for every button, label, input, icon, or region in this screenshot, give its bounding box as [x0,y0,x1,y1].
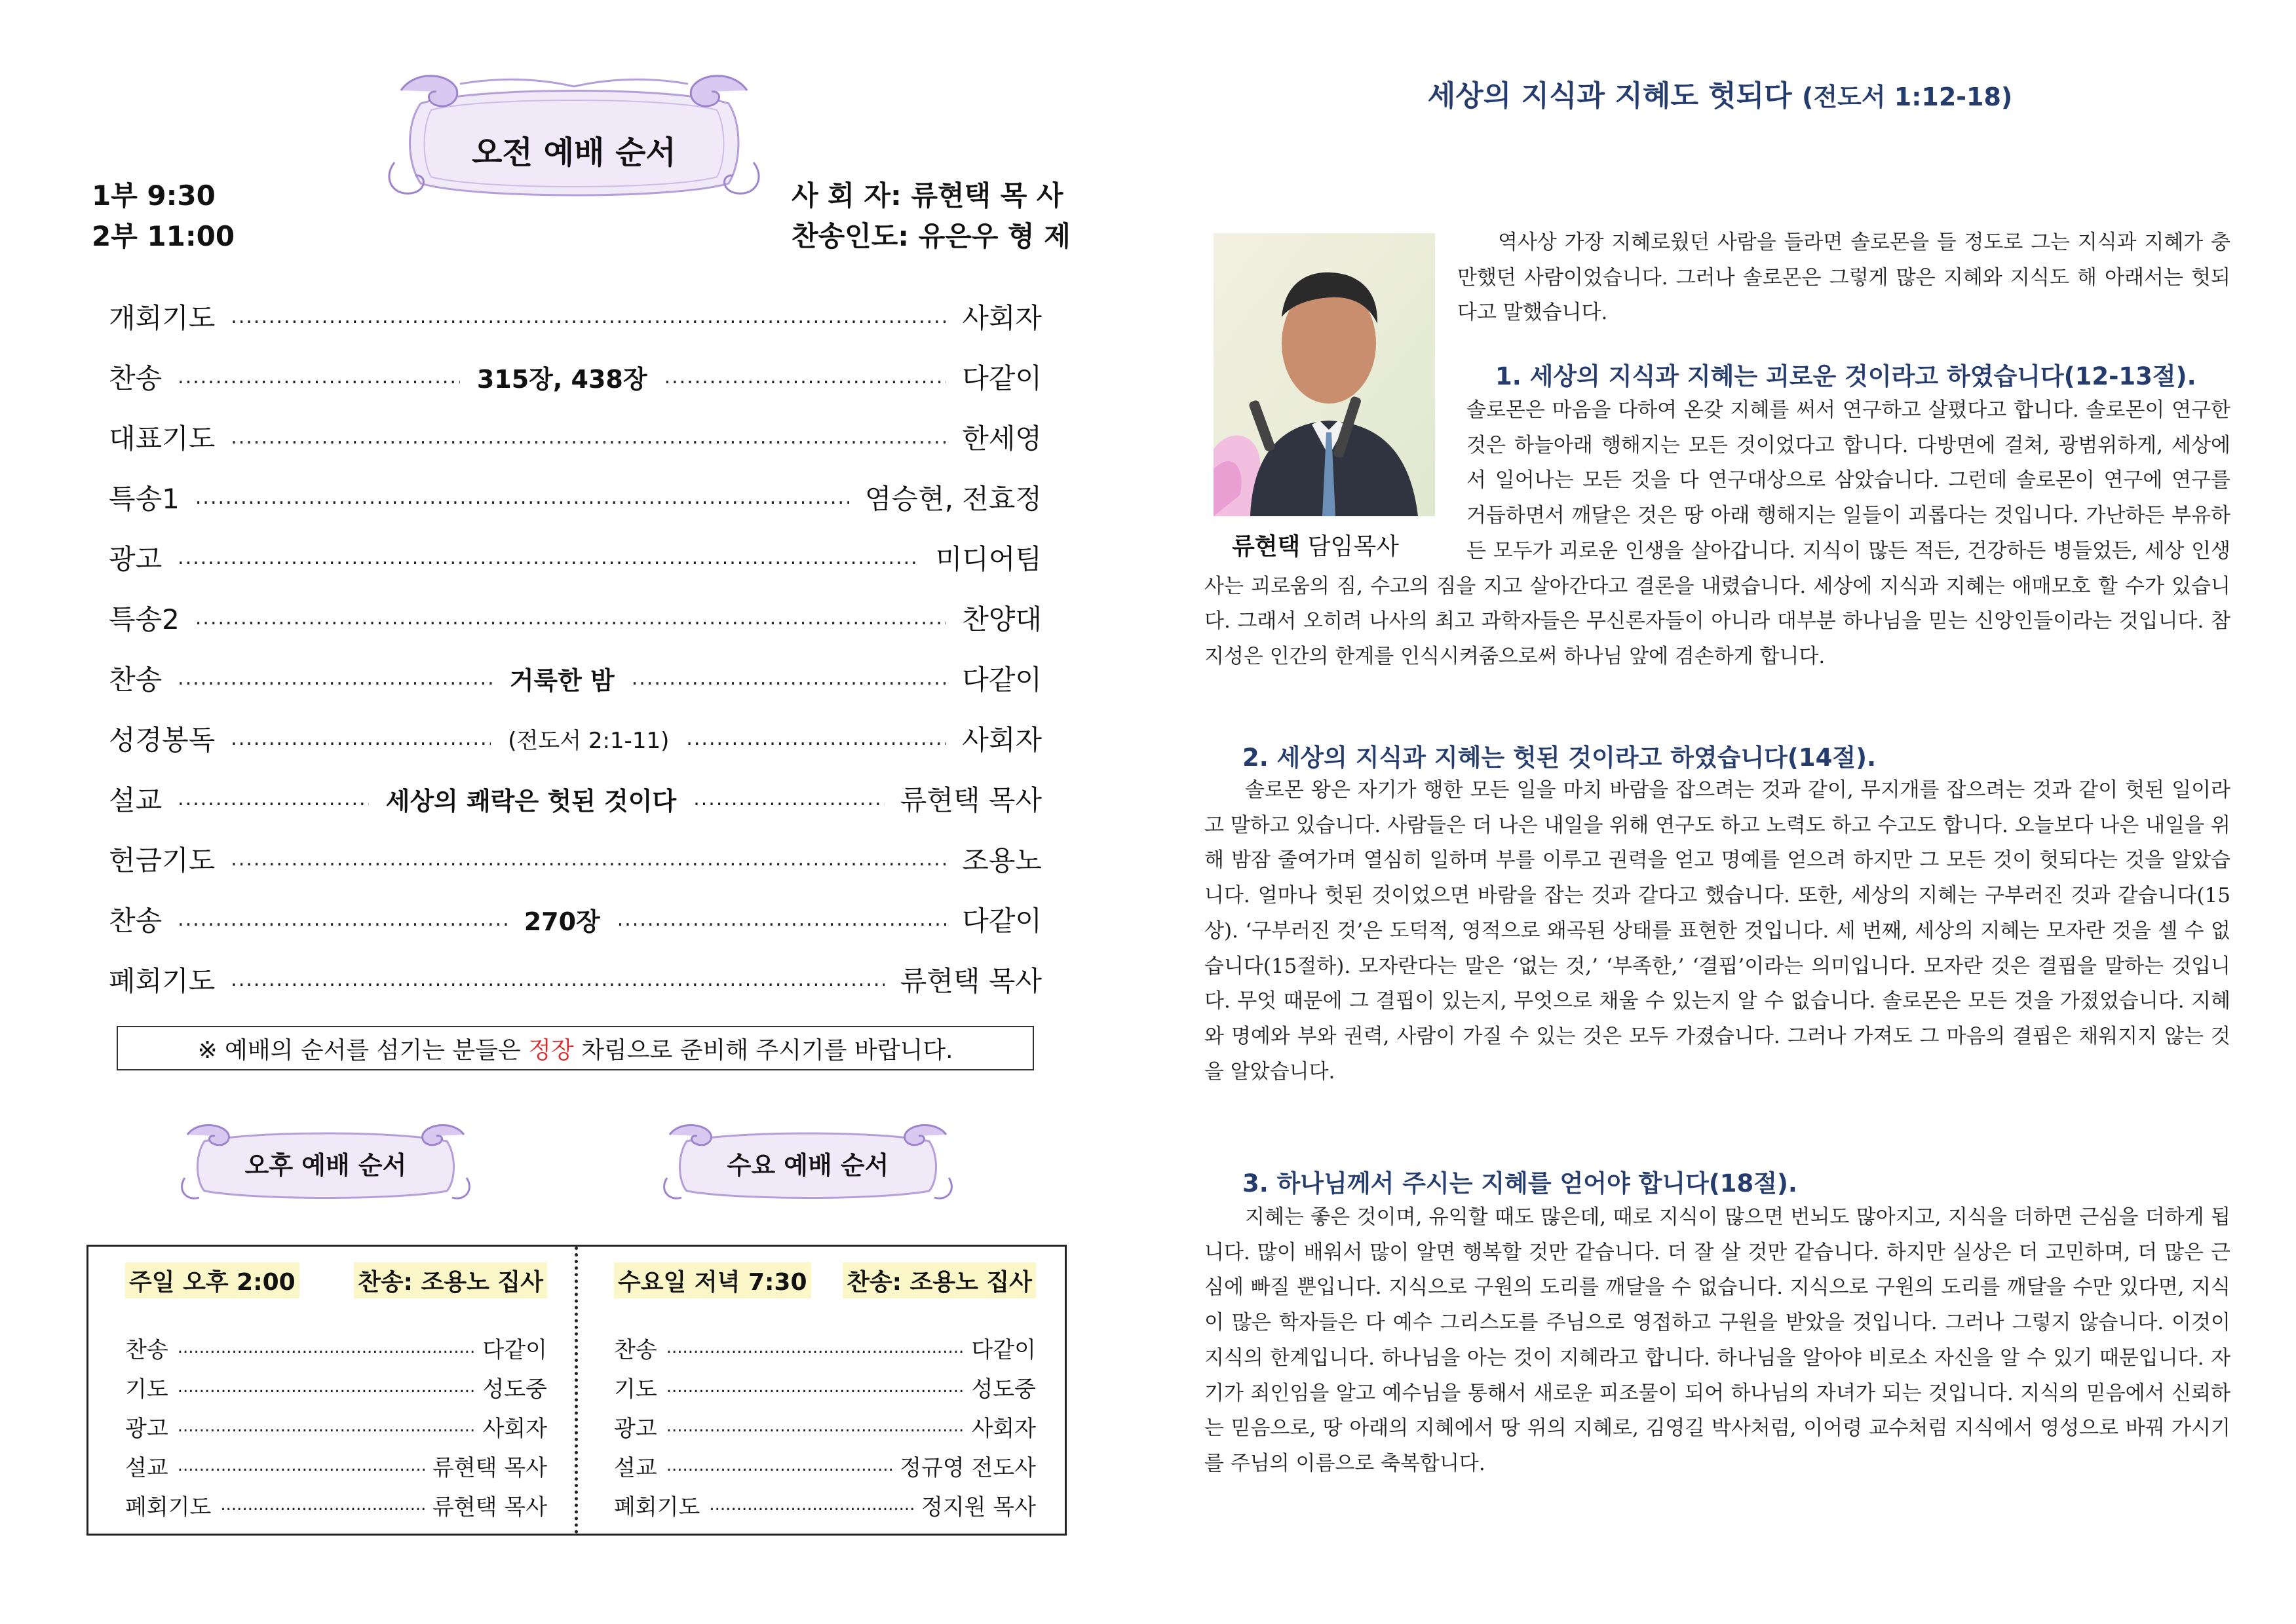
schedule-person: 다같이 [482,1336,547,1363]
section-heading-1: 1. 세상의 지식과 지혜는 괴로운 것이라고 하였습니다(12-13절). [1495,362,2196,390]
order-person: 조용노 [962,844,1042,877]
afternoon-schedule [125,1247,547,1534]
wednesday-leader: 찬송: 조용노 집사 [843,1262,1036,1298]
wednesday-service-title: 수요 예배 순서 [727,1151,889,1180]
notice-text-end: 차림으로 준비해 주시기를 바랍니다. [573,1036,953,1064]
afternoon-service-title: 오후 예배 순서 [244,1151,407,1180]
schedule-item [614,1407,1036,1446]
notice-text-start: ※ 예배의 순서를 섬기는 분들은 [197,1036,529,1064]
order-label: 찬송 [109,664,163,696]
order-person: 사회자 [962,724,1043,756]
order-item [109,347,1042,407]
order-person: 한세영 [962,423,1042,455]
order-person: 류현택 목사 [900,784,1043,816]
wednesday-schedule [614,1247,1036,1534]
first-service-time: 1부 9:30 [92,179,216,212]
order-detail: 거룩한 밤 [509,666,615,695]
order-label: 광고 [109,543,163,575]
order-item [109,467,1042,527]
afternoon-header [125,1261,547,1299]
order-person: 사회자 [962,302,1042,334]
wednesday-header [614,1261,1036,1299]
leader-dots [178,787,369,810]
schedule-label: 설교 [614,1454,657,1481]
order-detail: (전도서 2:1-11) [508,727,670,754]
schedule-item [614,1446,1036,1485]
schedule-person: 성도중 [482,1376,547,1403]
evening-schedule-box [86,1245,1067,1536]
schedule-item [614,1328,1036,1367]
sermon-title-text: 세상의 지식과 지혜도 헛되다 [1427,79,1792,113]
service-times [92,176,235,257]
order-label: 성경봉독 [109,724,216,756]
wednesday-title-banner [658,1118,958,1204]
order-item [109,527,1042,588]
afternoon-title-banner [176,1118,476,1204]
pastor-title: 담임목사 [1307,533,1399,560]
leader-dots [231,848,946,871]
section-body-2: 솔로몬 왕은 자기가 행한 모든 일을 마치 바람을 잡으려는 것과 같이, 무지개를 잡으려는 것과 같이 헛된 일이라고 말하고 있습니다. 사람들은 더 나은 내일을 위해 연구도 하고 노력도 하고 수고도 합니다. 오늘보다 나은 내일을 위해 밤잠 줄여가며 열심히 일하며 부를 이루고 권력을 얻고 명예를 얻으려 하지만 그 모든 것이 헛되다는 것을 알았습니다. 얼마나 헛된 것이었으면 바람을 잡는 것과 같다고 했습니다. 또한, 세상의 지혜는 구부러진 것과 같습니다(15상). ‘구부러진 것’은 도덕적, 영적으로 왜곡된 상태를 표현한 것입니다. 세 번째, 세상의 지혜는 모자란 것을 셀 수 없습니다(15절하). 모자란다는 말은 ‘없는 것,’ ‘부족한,’ ‘결핍’이라는 의미입니다. 모자란 것은 결핍을 말하는 것입니다. 무엇 때문에 그 결핍이 있는지, 무엇으로 채울 수 있는지 알 수 없습니다. 솔로몬은 모든 것을 가졌었습니다. 지혜와 명예와 부와 권력, 사람이 가질 수 있는 것은 모두 가졌습니다. 그러나 가져도 그 마음의 결핍은 채워지지 않는 것을 알았습니다. [1204,778,2230,1084]
leader-dots [178,1338,475,1357]
order-label: 찬송 [109,362,163,394]
order-label: 대표기도 [109,423,216,455]
schedule-divider [575,1247,578,1534]
schedule-person: 사회자 [971,1415,1036,1442]
schedule-person: 사회자 [482,1415,547,1442]
order-item [109,588,1042,648]
order-person: 다같이 [962,362,1043,394]
schedule-person: 성도중 [971,1376,1036,1403]
schedule-person: 다같이 [971,1336,1036,1363]
schedule-person: 정규영 전도사 [900,1454,1036,1481]
order-detail: 315장, 438장 [476,364,647,394]
leader-dots [178,546,920,569]
leader-dots [231,727,491,750]
order-item [109,407,1042,467]
service-staff [792,176,1071,257]
leader-dots [231,426,946,449]
order-label: 폐회기도 [109,965,216,997]
leader-dots [666,1377,964,1397]
order-item [109,949,1042,1010]
order-item [109,889,1042,949]
order-person: 미디어팀 [935,543,1042,575]
leader-dots [178,908,507,931]
leader-dots [195,486,849,509]
order-detail: 270장 [524,907,600,936]
sermon-title [1376,72,2064,114]
leader-dots [231,968,884,991]
schedule-label: 폐회기도 [125,1494,212,1520]
leader-dots [178,366,460,388]
order-item [109,829,1042,889]
order-person: 다같이 [962,664,1042,696]
wednesday-time: 수요일 저녁 7:30 [614,1262,811,1298]
order-label: 설교 [109,784,163,816]
leader-dots [693,787,885,810]
leader-dots [666,1338,964,1357]
leader-dots [686,727,946,750]
leader-dots [666,1456,892,1475]
leader-dots [178,1377,475,1397]
section-heading-2: 2. 세상의 지식과 지혜는 헛된 것이라고 하였습니다(14절). [1242,744,1877,772]
leader-dots [178,667,493,690]
section-body-3: 지혜는 좋은 것이며, 유익할 때도 많은데, 때로 지식이 많으면 번뇌도 많아지고, 지식을 더하면 근심을 더하게 됩니다. 많이 배워서 많이 알면 행복할 것만 같습니다. 더 잘 살 것만 같습니다. 하지만 실상은 더 고민하며, 더 많은 근심에 빠질 뿐입니다. 지식으로 구원의 도리를 깨달을 수 없습니다. 지식으로 구원의 도리를 깨달을 수만 있다면, 지식이 많은 학자들은 다 예수 그리스도를 주님으로 영접하고 구원을 받았을 것입니다. 그러나 그렇지 않습니다. 이것이 지식의 한계입니다. 하나님을 아는 것이 지혜라고 합니다. 하나님을 알아야 비로소 자신을 알 수 있기 때문입니다. 자기가 죄인임을 알고 예수님을 통해서 새로운 피조물이 되어 하나님의 자녀가 되는 것입니다. 지식의 믿음에서 신뢰하는 믿음으로, 땅 아래의 지혜에서 땅 위의 지혜로, 김영길 박사처럼, 이어령 교수처럼 지식에서 영성으로 바꿔 가시기를 주님의 이름으로 축복합니다. [1204,1205,2230,1475]
order-item [109,648,1042,708]
second-service-time: 2부 11:00 [92,220,235,252]
order-detail: 세상의 쾌락은 헛된 것이다 [385,786,677,816]
section-heading-3: 3. 하나님께서 주시는 지혜를 얻어야 합니다(18절). [1242,1169,1797,1198]
schedule-label: 기도 [614,1376,657,1403]
schedule-item [125,1446,547,1485]
dress-code-notice [117,1026,1034,1070]
schedule-person: 정지원 목사 [921,1494,1036,1520]
afternoon-leader: 찬송: 조용노 집사 [354,1262,547,1298]
schedule-item [614,1367,1036,1407]
photo-wrap-space [1204,393,1466,559]
leader-dots [195,607,946,630]
schedule-label: 기도 [125,1376,168,1403]
order-label: 헌금기도 [109,844,216,877]
schedule-label: 광고 [614,1415,657,1442]
leader-dots [709,1495,913,1515]
schedule-item [125,1367,547,1407]
schedule-label: 찬송 [614,1336,657,1363]
leader-dots [632,667,947,690]
leader-dots [664,366,947,388]
leader-dots [178,1456,425,1475]
order-label: 특송1 [109,483,180,515]
schedule-person: 류현택 목사 [432,1494,547,1520]
order-person: 찬양대 [962,603,1042,635]
schedule-label: 폐회기도 [614,1494,700,1520]
order-item [109,708,1042,768]
order-person: 다같이 [962,905,1042,937]
leader-dots [178,1416,475,1436]
worship-leader: 찬송인도: 유은우 형 제 [792,220,1071,252]
sermon-intro: 역사상 가장 지혜로웠던 사람을 들라면 솔로몬을 들 정도로 그는 지식과 지혜가 충만했던 사람이었습니다. 그러나 솔로몬은 그렇게 많은 지혜와 지식도 해 아래서는 헛되다고 말했습니다. [1457,231,2230,325]
sermon-reference: (전도서 1:12-18) [1802,83,2013,111]
schedule-label: 찬송 [125,1336,168,1363]
presider: 사 회 자: 류현택 목 사 [792,179,1063,212]
order-label: 특송2 [109,603,180,635]
afternoon-time: 주일 오후 2:00 [125,1262,299,1298]
schedule-item [125,1407,547,1446]
schedule-person: 류현택 목사 [432,1454,547,1481]
order-item [109,768,1042,829]
morning-service-title: 오전 예배 순서 [472,134,676,171]
leader-dots [220,1495,425,1515]
notice-highlight: 정장 [528,1036,574,1064]
pastor-name: 류현택 [1232,533,1301,560]
schedule-item [614,1485,1036,1524]
leader-dots [666,1416,964,1436]
leader-dots [231,305,946,328]
schedule-label: 설교 [125,1454,168,1481]
order-label: 개회기도 [109,302,216,334]
order-person: 염승현, 전효정 [864,483,1042,515]
section-body-1 [1204,393,2230,675]
leader-dots [617,908,947,931]
order-item [109,286,1042,347]
section-body-1-text: 솔로몬은 마음을 다하여 온갖 지혜를 써서 연구하고 살폈다고 합니다. 솔로몬이 연구한 것은 하늘아래 행해지는 모든 것이었다고 합니다. 다방면에 걸쳐, 광범위하게, 세상에서 일어나는 모든 것을 다 연구대상으로 삼았습니다. 그런데 솔로몬이 연구에 연구를 거듭하면서 깨달은 것은 땅 아래 행해지는 일들이 괴롭다는 것입니다. 가난하든 부유하든 모두가 괴로운 인생을 살아갑니다. 지식이 많든 적든, 건강하든 병들었든, 세상 인생사는 괴로움의 짐, 수고의 짐을 지고 살아간다고 결론을 내렸습니다. 세상에 지식과 지혜는 애매모호 할 수가 있습니다. 그래서 오히려 나사의 최고 과학자들은 무신론자들이 아니라 대부분 하나님을 믿는 신앙인들이라는 것입니다. 참 지성은 인간의 한계를 인식시켜줌으로써 하나님 앞에 겸손하게 합니다. [1204,398,2230,668]
schedule-item [125,1485,547,1524]
schedule-item [125,1328,547,1367]
morning-title-banner [375,64,773,203]
order-person: 류현택 목사 [900,965,1042,997]
schedule-label: 광고 [125,1415,168,1442]
order-label: 찬송 [109,905,163,937]
